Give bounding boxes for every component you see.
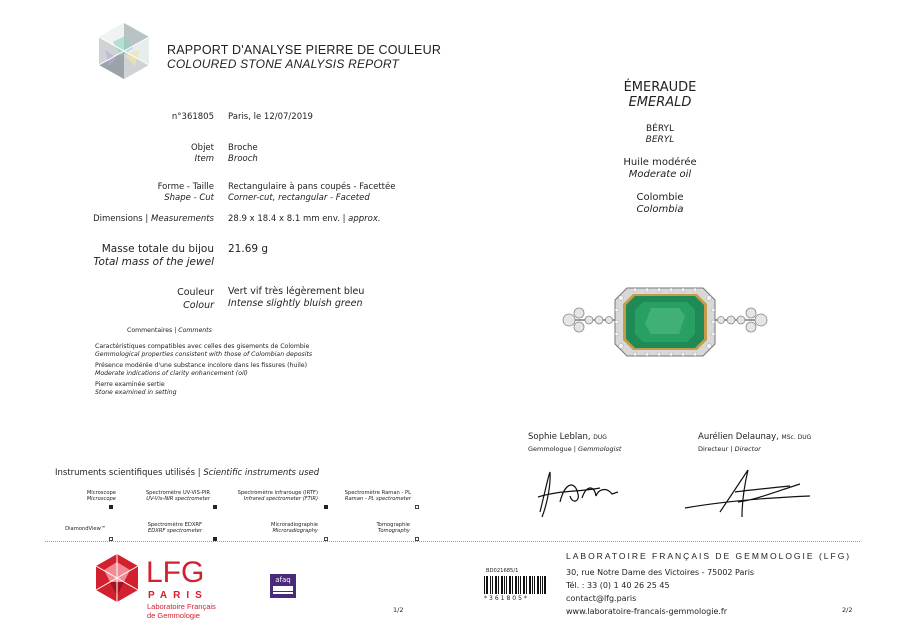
report-number: n°361805 bbox=[171, 112, 214, 122]
signature-2 bbox=[680, 462, 820, 526]
afaq-certification-logo: afaq bbox=[270, 574, 296, 598]
comments-list bbox=[95, 343, 395, 397]
stone-species: BÉRYL BERYL bbox=[645, 124, 675, 145]
instrument-item: Tomographie Tomography bbox=[376, 522, 410, 534]
colour-value: Vert vif très légèrement bleu Intense slightly bluish green bbox=[228, 286, 365, 309]
comments-title: Commentaires | Comments bbox=[127, 327, 212, 334]
mass-label: Masse totale du bijou Total mass of the jewel bbox=[93, 243, 214, 268]
report-date: Paris, le 12/07/2019 bbox=[228, 112, 313, 122]
shape-value: Rectangulaire à pans coupés - Facettée Corner-cut, rectangular - Faceted bbox=[228, 182, 396, 203]
stone-origin: Colombie Colombia bbox=[636, 192, 684, 215]
report-title-en: COLOURED STONE ANALYSIS REPORT bbox=[167, 57, 400, 71]
brooch-photo bbox=[555, 278, 775, 372]
instrument-item: DiamondView™ bbox=[65, 526, 106, 532]
lfg-logo-subtitle: Laboratoire Français de Gemmologie bbox=[147, 602, 216, 620]
instrument-checkbox-unchecked bbox=[109, 526, 113, 545]
comment-item: Présence modérée d'une substance incolore dans les fissures (huile) Moderate indications of clarity enhancement (oil) bbox=[95, 362, 308, 377]
signatory-2: Aurélien Delaunay, MSc. DUG Directeur | Director bbox=[698, 432, 812, 453]
comment-item: Caractéristiques compatibles avec celles des gisements de Colombie Gemmological properties consistent with those of Colombian deposits bbox=[95, 343, 313, 358]
barcode-id: BD021685/1 bbox=[486, 568, 519, 574]
footer-divider bbox=[45, 541, 860, 542]
object-value: Broche Brooch bbox=[228, 143, 258, 164]
instrument-checkbox-unchecked bbox=[324, 526, 328, 545]
instrument-checkbox-checked bbox=[213, 494, 217, 513]
lab-name: LABORATOIRE FRANÇAIS DE GEMMOLOGIE (LFG) bbox=[566, 551, 852, 561]
instrument-checkbox-unchecked bbox=[415, 526, 419, 545]
instrument-item: Spectromètre Raman - PL Raman - PL spectrometer bbox=[344, 490, 411, 502]
mass-value: 21.69 g bbox=[228, 243, 269, 255]
colour-label: Couleur Colour bbox=[177, 287, 214, 311]
object-label: Objet Item bbox=[190, 143, 214, 164]
lab-contact bbox=[566, 566, 754, 618]
signature-1 bbox=[520, 462, 640, 526]
instruments-title: Instruments scientifiques utilisés | Scientific instruments used bbox=[55, 468, 320, 478]
instrument-item: Microradiographie Microradiography bbox=[271, 522, 318, 534]
instrument-item: Microscope Microscope bbox=[86, 490, 116, 502]
signatory-1: Sophie Leblan, DUG Gemmologue | Gemmologist bbox=[528, 432, 622, 453]
stone-name: ÉMERAUDE EMERALD bbox=[623, 80, 697, 110]
lab-website[interactable]: www.laboratoire-francais-gemmologie.fr bbox=[566, 607, 728, 616]
lfg-logo-text: LFG bbox=[146, 556, 205, 589]
page-number-right: 2/2 bbox=[842, 606, 853, 614]
instrument-checkbox-unchecked bbox=[415, 494, 419, 513]
lab-phone: Tél. : 33 (0) 1 40 26 25 45 bbox=[566, 581, 670, 590]
dimensions-value: 28.9 x 18.4 x 8.1 mm env. | approx. bbox=[228, 214, 381, 224]
comment-item: Pierre examinée sertie Stone examined in setting bbox=[95, 381, 177, 396]
dimensions-label: Dimensions | Measurements bbox=[93, 214, 214, 224]
instrument-checkbox-checked bbox=[324, 494, 328, 513]
lfg-hexagon-logo bbox=[95, 22, 153, 84]
shape-label: Forme - Taille Shape - Cut bbox=[157, 182, 214, 203]
lfg-logo-city: PARIS bbox=[148, 590, 208, 601]
barcode-text: *361805* bbox=[484, 595, 529, 602]
instrument-checkbox-checked bbox=[109, 494, 113, 513]
lfg-logo-mark bbox=[92, 552, 142, 606]
stone-treatment: Huile modérée Moderate oil bbox=[623, 157, 697, 180]
report-title-fr: RAPPORT D'ANALYSE PIERRE DE COULEUR bbox=[167, 43, 442, 57]
page-number-left: 1/2 bbox=[393, 606, 404, 614]
instrument-checkbox-checked bbox=[213, 526, 217, 545]
instrument-item: Spectromètre UV-VIS-PIR UV-Vis-NIR spectrometer bbox=[145, 490, 210, 502]
lab-email[interactable]: contact@lfg.paris bbox=[566, 594, 637, 603]
instrument-item: Spectromètre infrarouge (IRTF) Infrared spectrometer (FTIR) bbox=[237, 490, 318, 502]
lab-address: 30, rue Notre Dame des Victoires - 75002 Paris bbox=[566, 568, 755, 577]
instrument-item: Spectromètre EDXRF EDXRF spectrometer bbox=[147, 522, 202, 534]
